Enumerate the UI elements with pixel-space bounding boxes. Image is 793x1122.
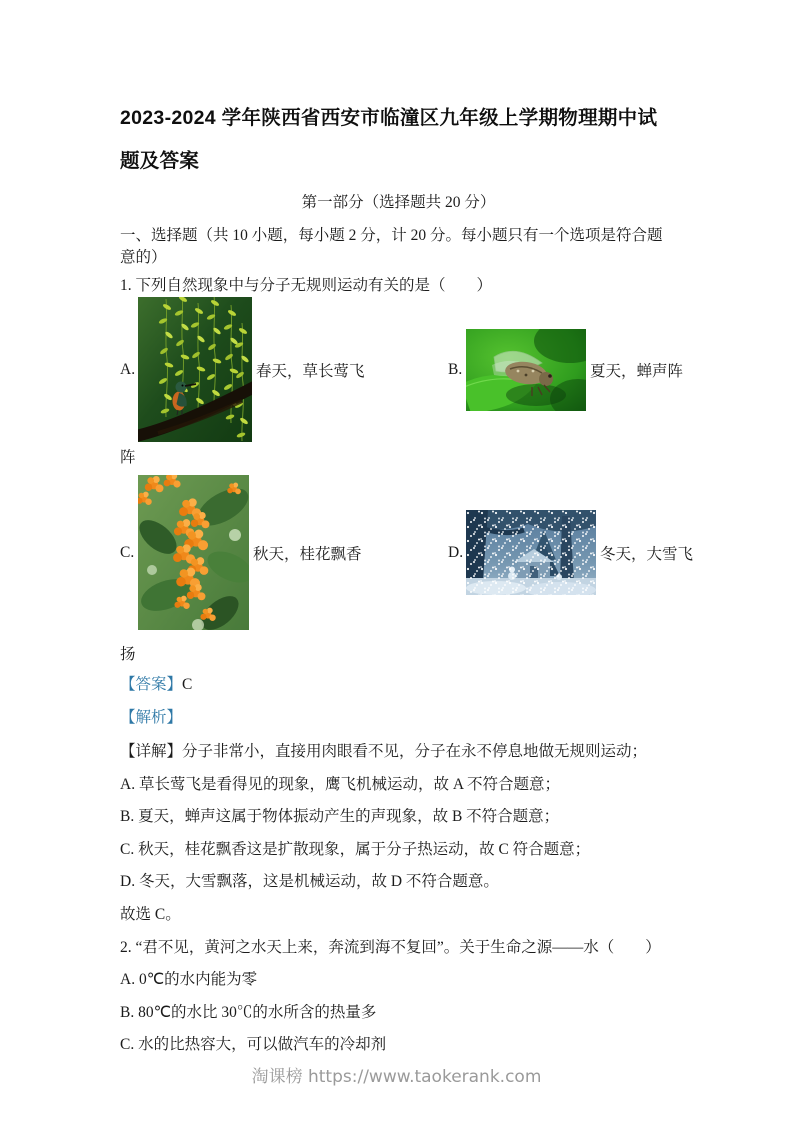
analysis-tag: 【解析】 bbox=[120, 709, 183, 726]
question2-option-c: C. 水的比热容大，可以做汽车的冷却剂 bbox=[120, 1036, 387, 1054]
option-b-label: B. bbox=[448, 360, 463, 378]
question2-option-a: A. 0℃的水内能为零 bbox=[120, 971, 258, 989]
explanation-conclusion: 故选 C。 bbox=[120, 905, 181, 923]
option-d-caption-wrap: 扬 bbox=[120, 646, 136, 663]
part-header: 第一部分（选择题共 20 分） bbox=[301, 194, 496, 211]
question1-option-d bbox=[448, 475, 693, 630]
explanation-line: 【详解】分子非常小，直接用肉眼看不见，分子在永不停息地做无规则运动； bbox=[120, 743, 648, 760]
question1-option-a bbox=[120, 297, 365, 442]
option-c-caption: 秋天，桂花飘香 bbox=[253, 545, 362, 563]
answer-line bbox=[120, 672, 677, 698]
question1-stem: 1. 下列自然现象中与分子无规则运动有关的是（ ） bbox=[120, 277, 493, 294]
option-d-label: D. bbox=[448, 543, 464, 561]
explanation-line: C. 秋天，桂花飘香这是扩散现象，属于分子热运动，故 C 符合题意； bbox=[120, 840, 591, 858]
question2-option-b: B. 80℃的水比 30℃的水所含的热量多 bbox=[120, 1003, 377, 1021]
option-d-winter-image bbox=[466, 510, 596, 595]
document-content bbox=[120, 97, 694, 1062]
explanation-line: A. 草长莺飞是看得见的现象，鹰飞机械运动，故 A 不符合题意； bbox=[120, 775, 561, 793]
explanation-line: B. 夏天，蝉声这属于物体振动产生的声现象，故 B 不符合题意； bbox=[120, 808, 560, 826]
question2-stem: 2. “君不见，黄河之水天上来，奔流到海不复回”。关于生命之源——水（ ） bbox=[120, 938, 661, 956]
question1-option-c bbox=[120, 475, 362, 630]
option-a-caption: 春天，草长莺飞 bbox=[256, 362, 365, 380]
explanation-block bbox=[120, 736, 677, 1062]
option-a-spring-image bbox=[138, 297, 252, 442]
section-intro: 一、选择题（共 10 小题，每小题 2 分，计 20 分。每小题只有一个选项是符合题意的） bbox=[120, 227, 663, 266]
analysis-line bbox=[120, 705, 677, 731]
document-title: 2023-2024 学年陕西省西安市临潼区九年级上学期物理期中试题及答案 bbox=[120, 107, 658, 172]
answer-tag: 【答案】 bbox=[120, 676, 183, 693]
explanation-line: D. 冬天，大雪飘落，这是机械运动，故 D 不符合题意。 bbox=[120, 873, 499, 891]
option-c-label: C. bbox=[120, 543, 135, 561]
question1-option-row-cd bbox=[120, 475, 694, 630]
option-b-summer-image bbox=[466, 329, 586, 411]
site-footer bbox=[0, 1062, 793, 1087]
option-d-caption: 冬天，大雪飞 bbox=[600, 545, 694, 563]
answer-value: C bbox=[182, 676, 193, 693]
question1-option-b bbox=[448, 297, 683, 442]
question1-option-row-ab bbox=[120, 297, 684, 442]
option-a-label: A. bbox=[120, 360, 136, 378]
option-b-caption-wrap: 阵 bbox=[120, 449, 136, 466]
option-b-caption: 夏天，蝉声阵 bbox=[590, 362, 684, 380]
footer-link[interactable]: 淘课榜 https://www.taokerank.com bbox=[251, 1067, 542, 1087]
option-c-autumn-image bbox=[138, 475, 249, 630]
